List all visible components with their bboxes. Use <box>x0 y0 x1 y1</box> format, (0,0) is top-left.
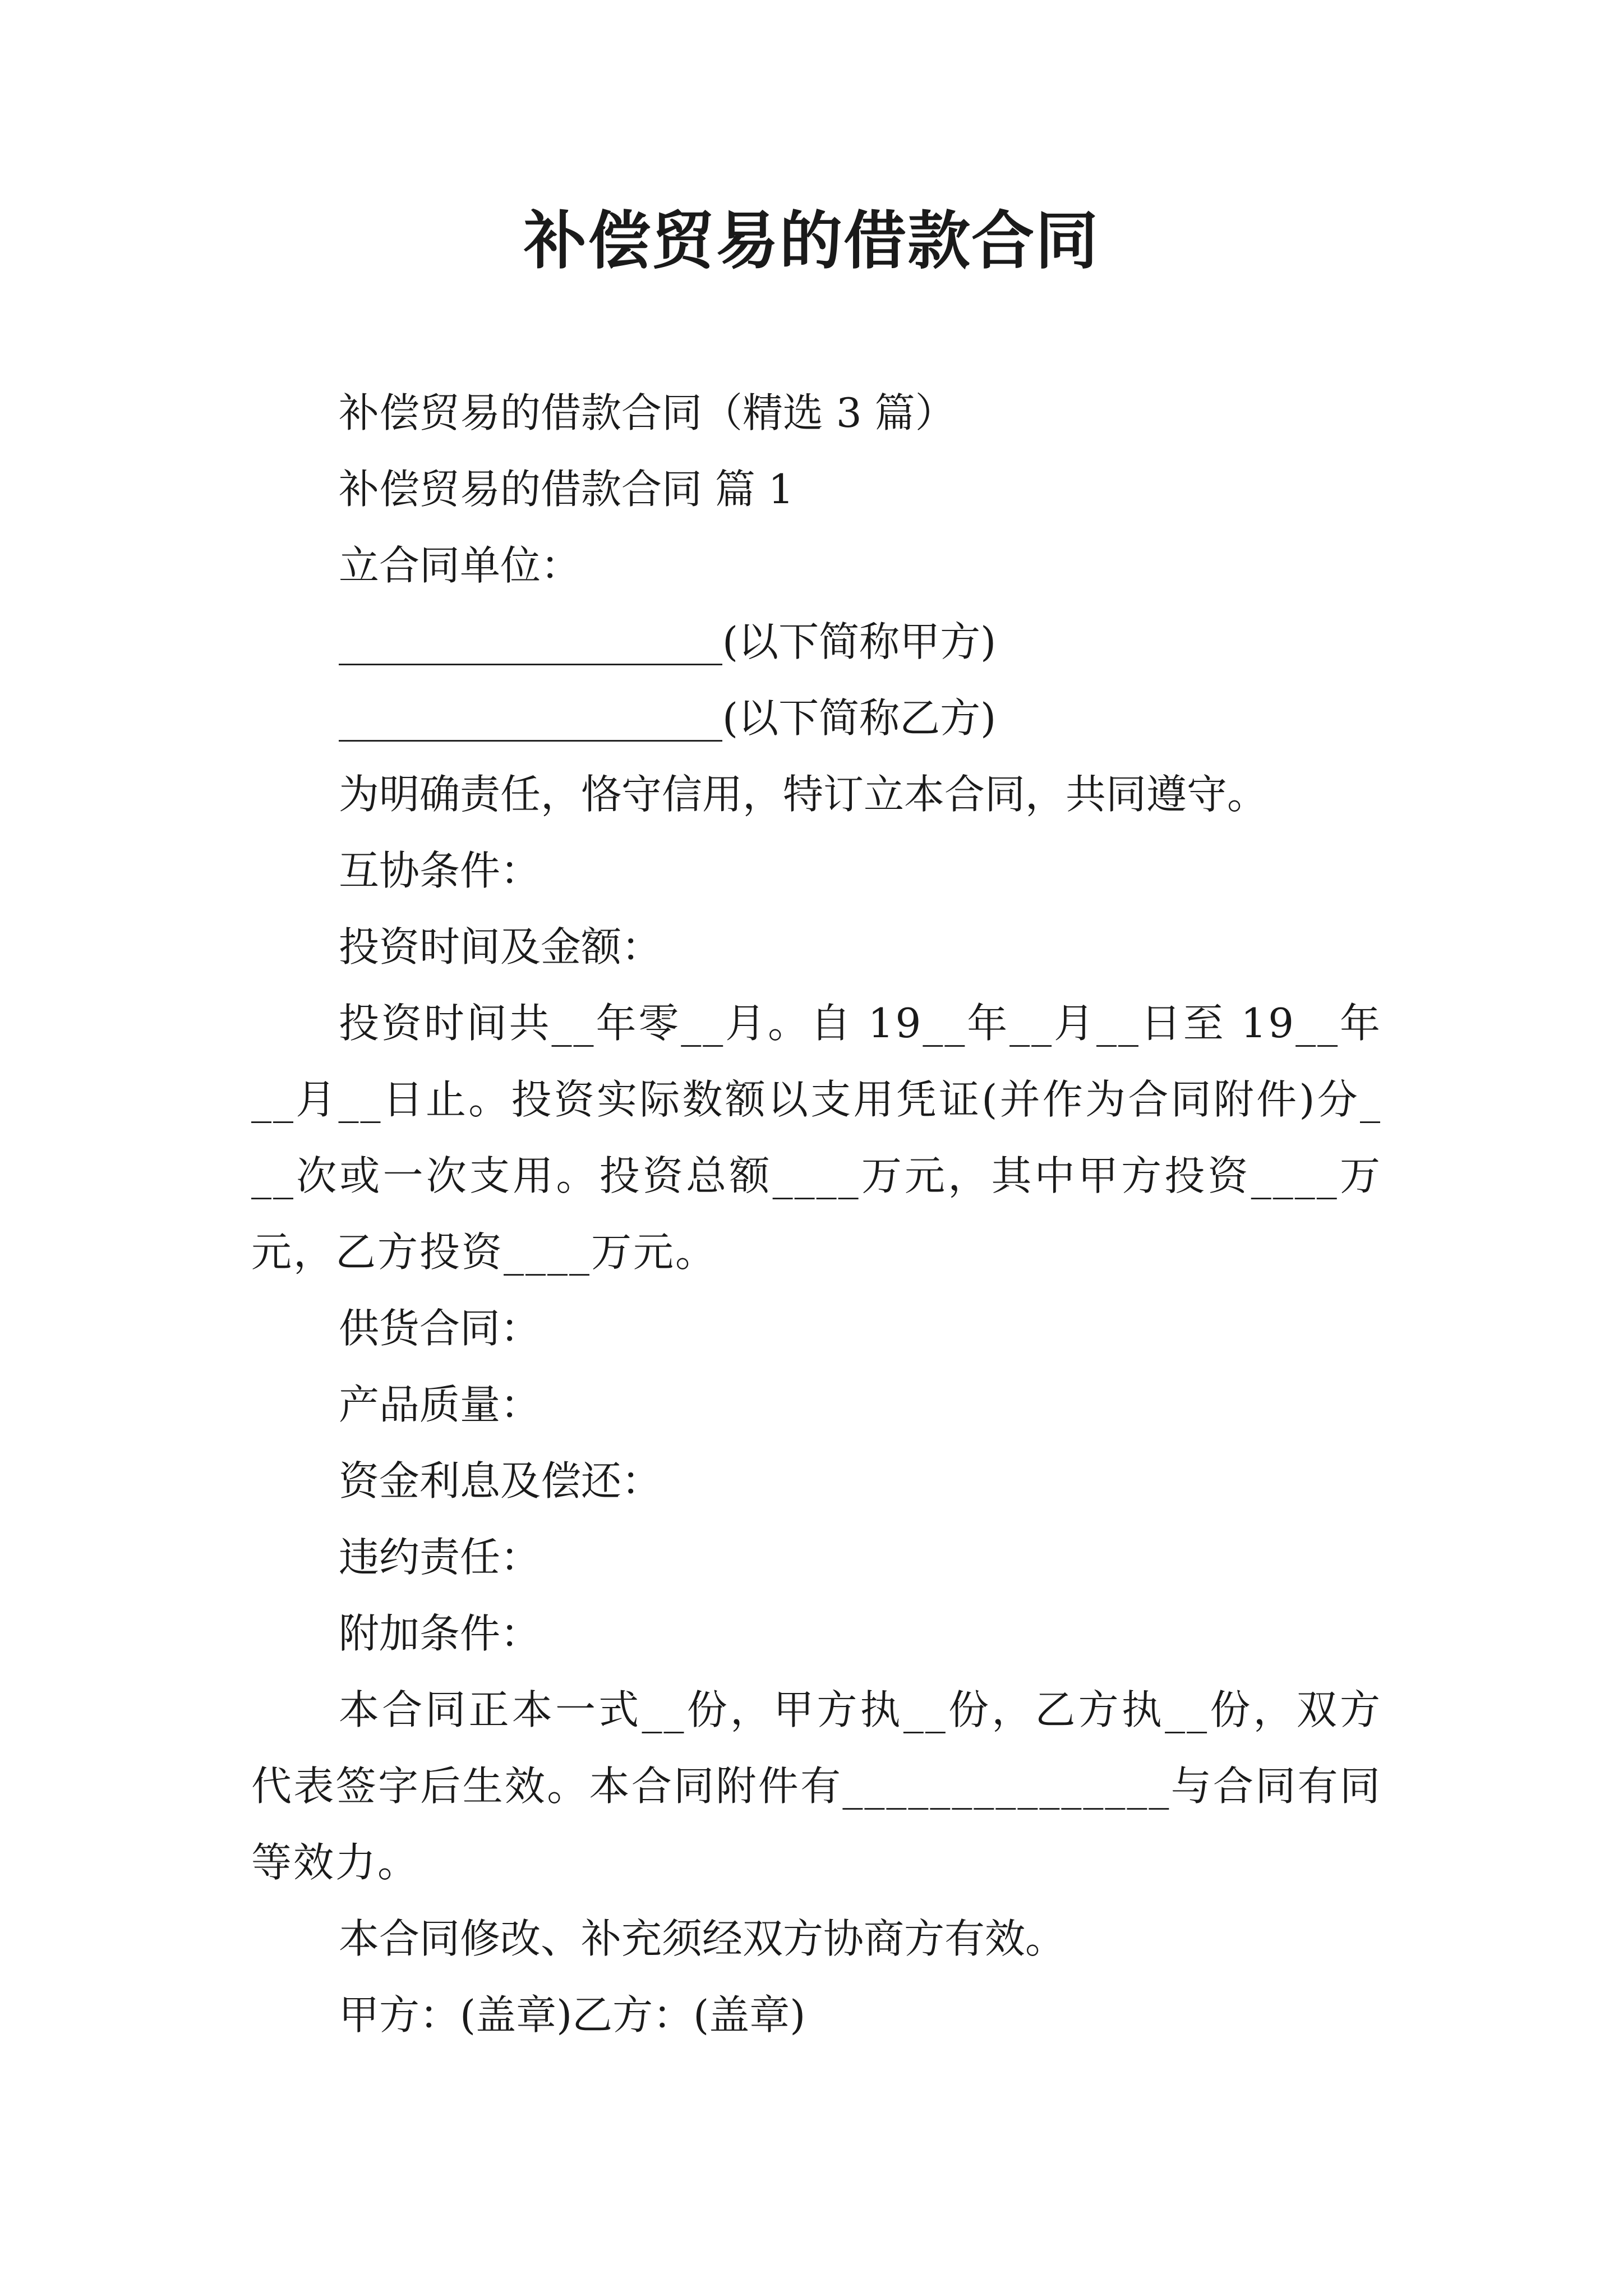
document-body <box>251 375 1382 2053</box>
signature-line: 甲方：(盖章)乙方：(盖章) <box>339 1991 806 2039</box>
clause-heading-interest: 资金利息及偿还： <box>339 1457 662 1504</box>
clause-heading-supply: 供货合同： <box>339 1305 541 1352</box>
clause-heading-quality: 产品质量： <box>339 1381 541 1428</box>
document-title: 补偿贸易的借款合同 <box>524 204 1099 278</box>
clause-heading-additional: 附加条件： <box>339 1610 541 1657</box>
clause-heading-liability: 违约责任： <box>339 1534 541 1581</box>
contract-parties-label: 立合同单位： <box>339 542 582 589</box>
copies-paragraph: 本合同正本一式__份，甲方执__份，乙方执__份，双方代表签字后生效。本合同附件有_______________与合同有同等效力。 <box>251 1686 1382 1886</box>
doc-subtitle: 补偿贸易的借款合同（精选 3 篇） <box>339 389 956 436</box>
amendment-paragraph: 本合同修改、补充须经双方协商方有效。 <box>339 1915 1066 1962</box>
section-heading: 补偿贸易的借款合同 篇 1 <box>339 466 794 513</box>
clause-heading-conditions: 互协条件： <box>339 847 541 894</box>
party-a-line: ___________________(以下简称甲方) <box>339 618 997 665</box>
party-b-line: ___________________(以下简称乙方) <box>339 694 997 742</box>
clause-heading-investment: 投资时间及金额： <box>339 923 662 970</box>
purpose-paragraph: 为明确责任，恪守信用，特订立本合同，共同遵守。 <box>339 771 1268 818</box>
investment-paragraph: 投资时间共__年零__月。自 19__年__月__日至 19__年__月__日止。投资实际数额以支用凭证(并作为合同附件)分___次或一次支用。投资总额____万元，其中甲方投资____万元，乙方投资____万元。 <box>251 1000 1382 1276</box>
